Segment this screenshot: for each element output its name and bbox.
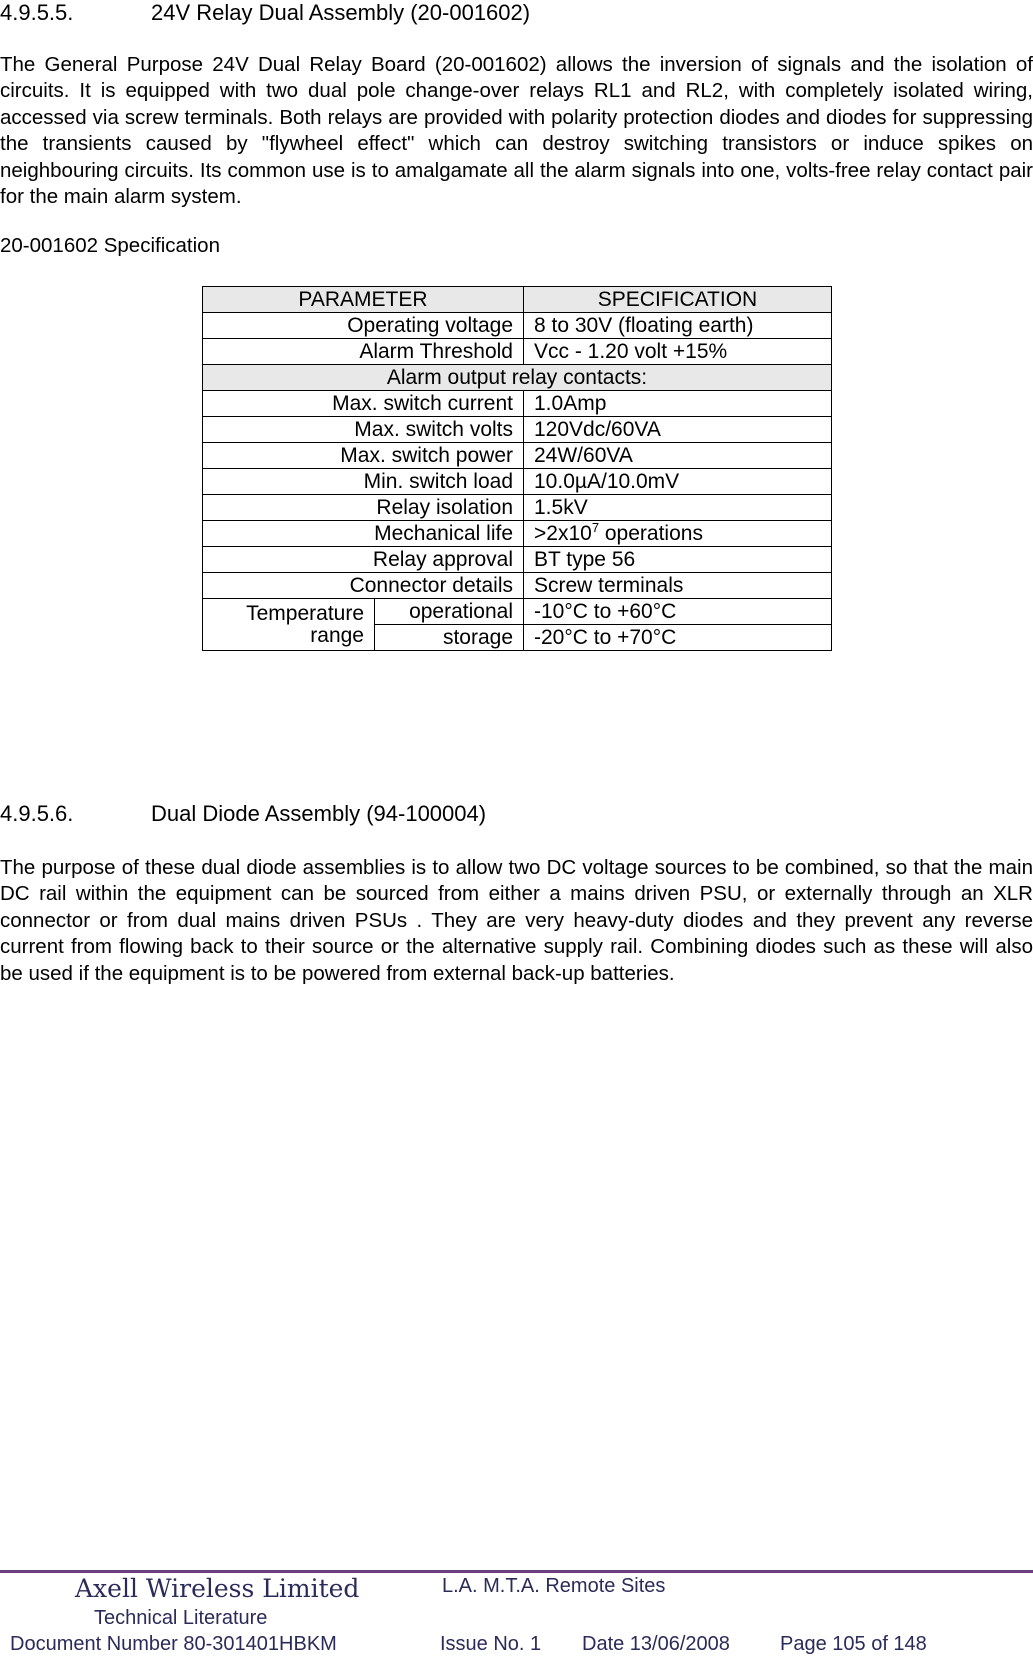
- section-number: 4.9.5.5.: [0, 0, 74, 25]
- mech-life-base: >2x10: [534, 521, 592, 545]
- table-row: [203, 599, 832, 625]
- table-row: [203, 391, 832, 417]
- table-row: [203, 339, 832, 365]
- footer-issue: Issue No. 1: [440, 1633, 542, 1655]
- param-cell: Max. switch volts: [203, 417, 524, 443]
- footer-subtitle: Technical Literature: [94, 1607, 268, 1629]
- operational-label-cell: operational: [375, 599, 524, 625]
- relay-description-paragraph: The General Purpose 24V Dual Relay Board (20-001602) allows the inversion of signals and the isolation of circuits. It is equipped with two dual pole change-over relays RL1 and RL2, with completely isolated wiring, accessed via screw terminals. Both relays are provided with polarity protection diodes and diodes for suppressing the transients caused by "flywheel effect" which can destroy switching transistors or induce spikes on neighbouring circuits. Its common use is to amalgamate all the alarm signals into one, volts-free relay contact pair for the main alarm system.: [0, 53, 1033, 209]
- param-cell: Operating voltage: [203, 313, 524, 339]
- param-cell: Relay approval: [203, 547, 524, 573]
- temperature-label-line2: range: [310, 623, 364, 647]
- header-specification: SPECIFICATION: [524, 287, 832, 313]
- table-row: [203, 521, 832, 547]
- table-row: [203, 495, 832, 521]
- temperature-label-line1: Temperature: [246, 601, 364, 625]
- spec-caption: 20-001602 Specification: [0, 234, 220, 257]
- temperature-range-cell: [203, 599, 375, 651]
- value-cell: 1.0Amp: [524, 391, 832, 417]
- table-subheader-row: [203, 365, 832, 391]
- value-cell: 8 to 30V (floating earth): [524, 313, 832, 339]
- section-number: 4.9.5.6.: [0, 801, 74, 826]
- table-row: [203, 417, 832, 443]
- section-title: 24V Relay Dual Assembly (20-001602): [151, 0, 531, 25]
- diode-description-paragraph: The purpose of these dual diode assemblies is to allow two DC voltage sources to be combined, so that the main DC rail within the equipment can be sourced from either a mains driven PSU, or externally through an XLR connector or from dual mains driven PSUs . They are very heavy-duty diodes and they prevent any reverse current from flowing back to their source or the alternative supply rail. Combining diodes such as these will also be used if the equipment is to be powered from external back-up batteries.: [0, 856, 1033, 985]
- footer-date: Date 13/06/2008: [582, 1633, 730, 1655]
- section-title: Dual Diode Assembly (94-100004): [151, 801, 487, 826]
- relay-spec-table: [202, 286, 832, 651]
- value-cell: Screw terminals: [524, 573, 832, 599]
- subheader-cell: Alarm output relay contacts:: [203, 365, 832, 391]
- storage-label-cell: storage: [375, 625, 524, 651]
- param-cell: Max. switch current: [203, 391, 524, 417]
- param-cell: Mechanical life: [203, 521, 524, 547]
- table-row: [203, 313, 832, 339]
- value-cell: 10.0µA/10.0mV: [524, 469, 832, 495]
- storage-value-cell: -20°C to +70°C: [524, 625, 832, 651]
- table-row: [203, 469, 832, 495]
- value-cell: 1.5kV: [524, 495, 832, 521]
- mech-life-exponent: 7: [591, 519, 600, 535]
- footer-site: L.A. M.T.A. Remote Sites: [442, 1575, 666, 1597]
- value-cell: 120Vdc/60VA: [524, 417, 832, 443]
- table-row: [203, 573, 832, 599]
- value-cell: 24W/60VA: [524, 443, 832, 469]
- table-header-row: [203, 287, 832, 313]
- company-logo: Axell Wireless Limited: [75, 1574, 360, 1603]
- param-cell: Max. switch power: [203, 443, 524, 469]
- section-heading-diode: [0, 801, 486, 827]
- operational-value-cell: -10°C to +60°C: [524, 599, 832, 625]
- value-cell: Vcc - 1.20 volt +15%: [524, 339, 832, 365]
- mech-life-unit: operations: [599, 521, 703, 545]
- value-cell: [524, 521, 832, 547]
- table-row: [203, 443, 832, 469]
- param-cell: Connector details: [203, 573, 524, 599]
- section-heading-relay: [0, 0, 530, 26]
- footer-page: Page 105 of 148: [780, 1633, 927, 1655]
- table-row: [203, 547, 832, 573]
- param-cell: Alarm Threshold: [203, 339, 524, 365]
- param-cell: Relay isolation: [203, 495, 524, 521]
- footer-doc-number: Document Number 80-301401HBKM: [10, 1633, 337, 1655]
- param-cell: Min. switch load: [203, 469, 524, 495]
- footer-rule: [0, 1570, 1033, 1573]
- header-parameter: PARAMETER: [203, 287, 524, 313]
- value-cell: BT type 56: [524, 547, 832, 573]
